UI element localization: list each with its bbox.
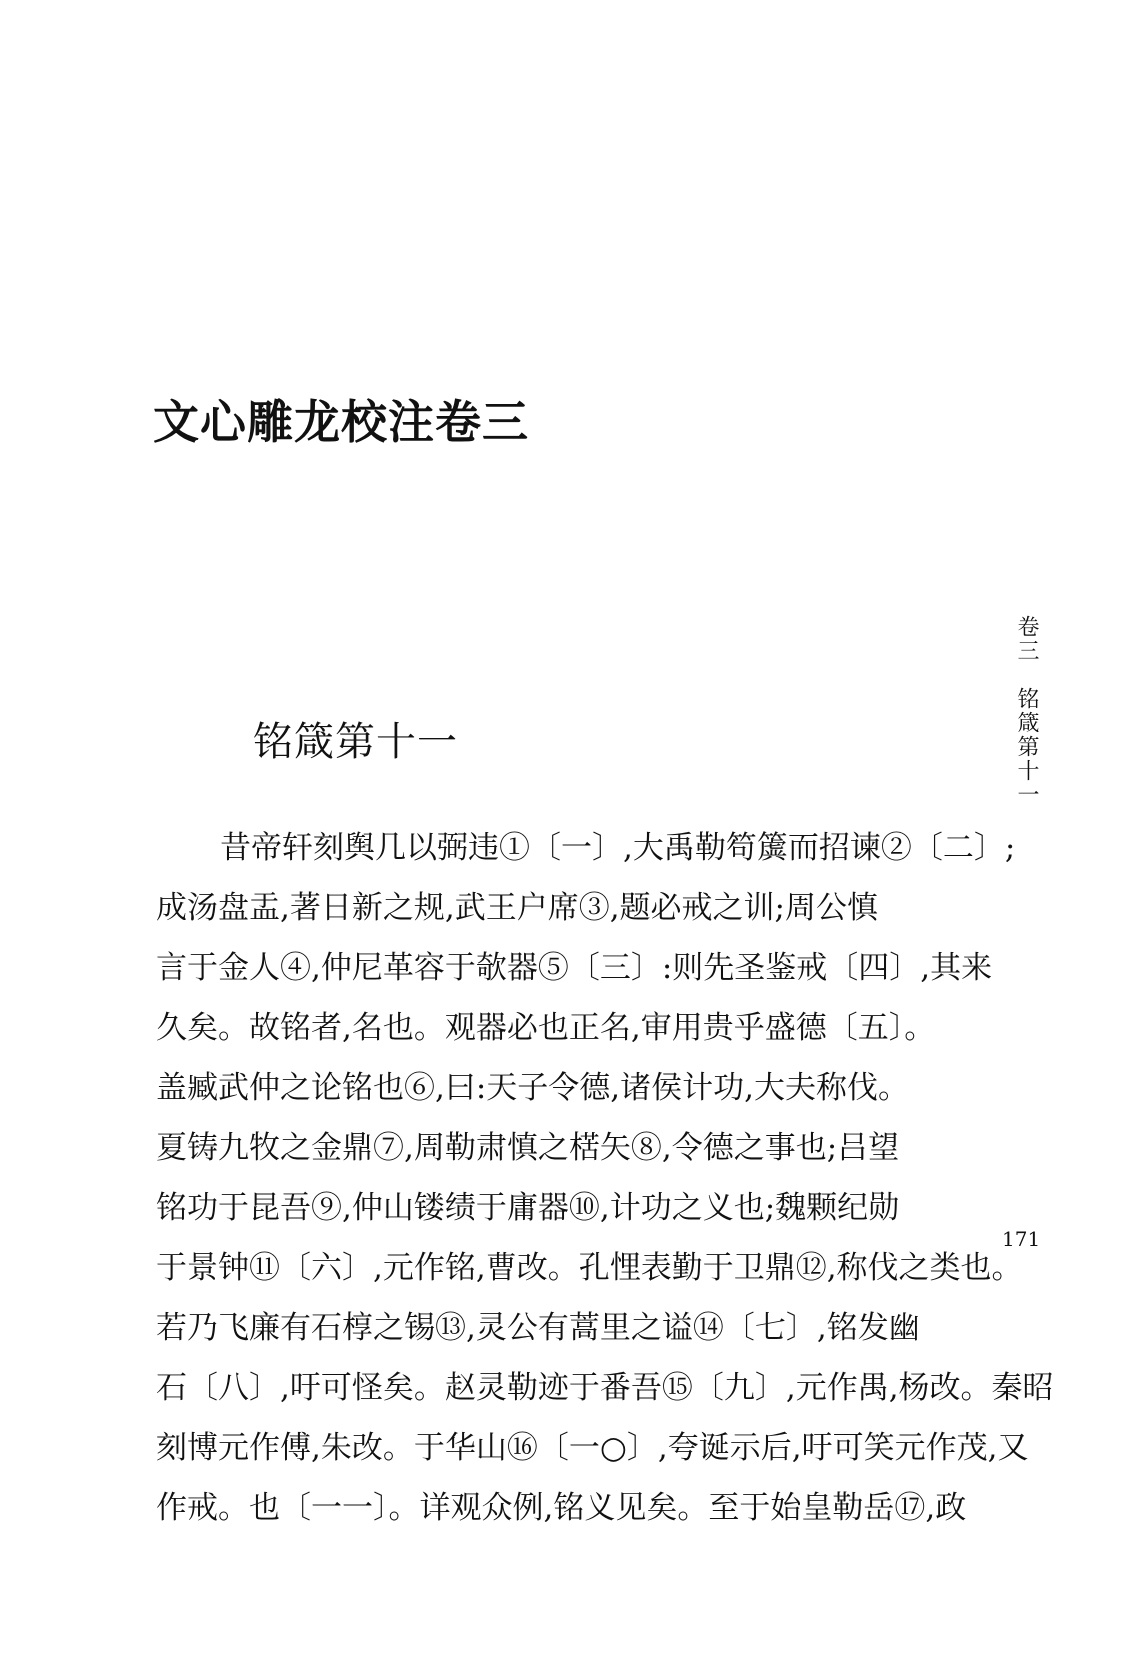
text-line: 刻博元作傅,朱改。于华山⑯〔一○〕,夸诞示后,吁可笑元作茂,又: [156, 1430, 1029, 1466]
text-line: 铭功于昆吾⑨,仲山镂绩于庸器⑩,计功之义也;魏颗纪勋: [156, 1190, 900, 1226]
text-line: 作戒。也〔一一〕。详观众例,铭义见矣。至于始皇勒岳⑰,政: [156, 1490, 967, 1526]
text-line: 若乃飞廉有石椁之锡⑬,灵公有蒿里之谥⑭〔七〕,铭发幽: [156, 1310, 920, 1346]
text-line: 成汤盘盂,著日新之规,武王户席③,题必戒之训;周公慎: [156, 890, 879, 926]
text-line: 昔帝轩刻舆几以弼违①〔一〕,大禹勒笱簴而招谏②〔二〕;: [220, 830, 1016, 866]
volume-title: 文心雕龙校注卷三: [153, 395, 529, 449]
chapter-title: 铭箴第十一: [253, 719, 458, 765]
text-line: 夏铸九牧之金鼎⑦,周勒肃慎之楛矢⑧,令德之事也;吕望: [156, 1130, 900, 1166]
text-line: 于景钟⑪〔六〕,元作铭,曹改。孔悝表勤于卫鼎⑫,称伐之类也。: [156, 1250, 1023, 1286]
text-line: 久矣。故铭者,名也。观器必也正名,审用贵乎盛德〔五〕。: [156, 1010, 936, 1046]
running-head: 卷三 铭箴第十一: [1014, 615, 1039, 807]
text-line: 石〔八〕,吁可怪矣。赵灵勒迹于番吾⑮〔九〕,元作禺,杨改。秦昭: [156, 1370, 1054, 1406]
text-line: 盖臧武仲之论铭也⑥,曰:天子令德,诸侯计功,大夫称伐。: [156, 1070, 910, 1106]
page-number: 171: [1002, 1227, 1041, 1251]
text-line: 言于金人④,仲尼革容于欹器⑤〔三〕:则先圣鉴戒〔四〕,其来: [156, 950, 993, 986]
